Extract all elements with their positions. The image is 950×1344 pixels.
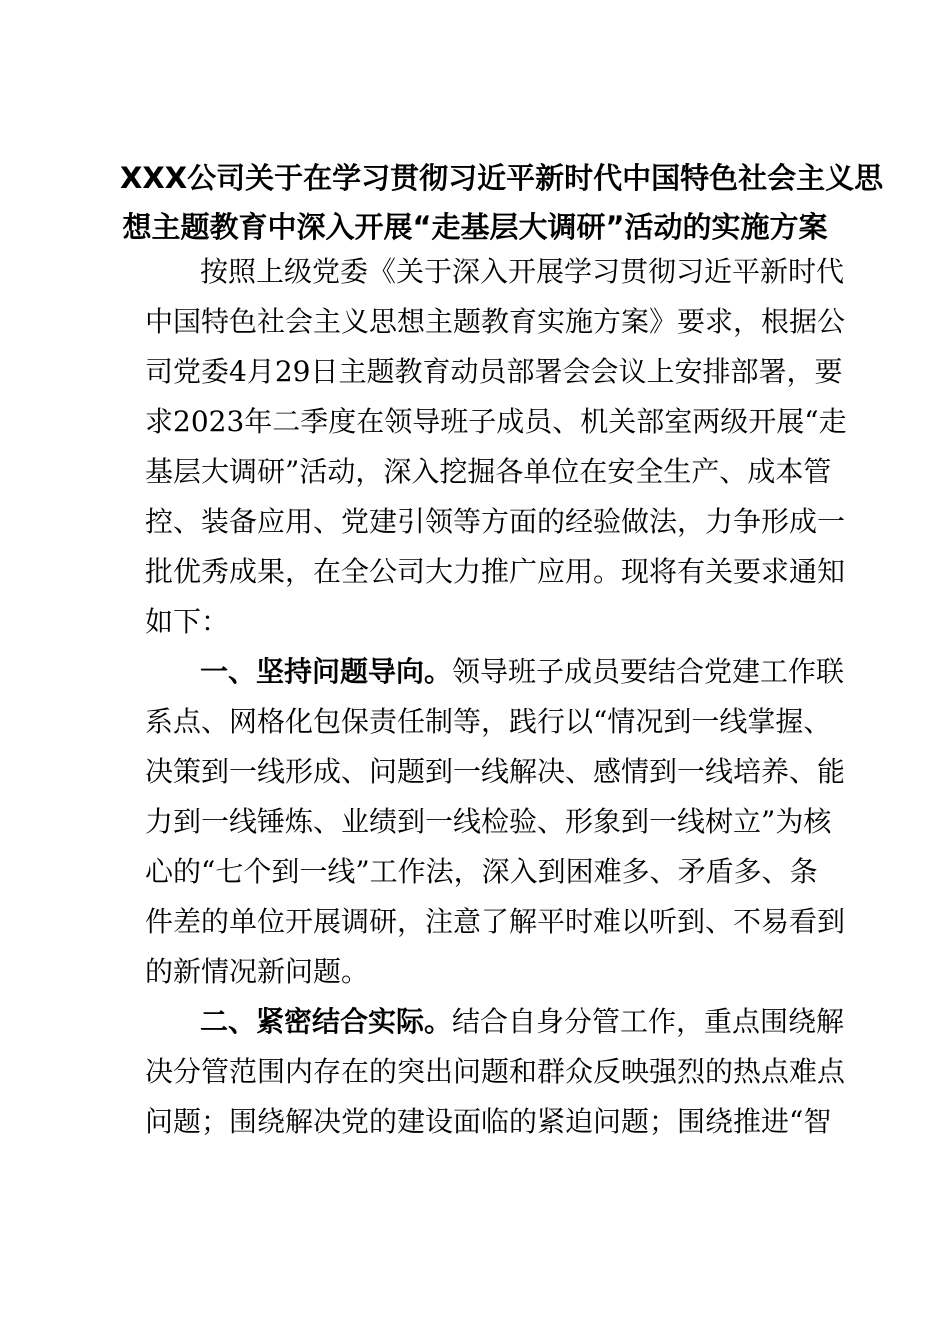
section-1-line-5: 心的“七个到一线”工作法，深入到困难多、矛盾多、条 <box>145 855 818 888</box>
intro-line-4: 求2023年二季度在领导班子成员、机关部室两级开展“走 <box>145 405 847 438</box>
intro-line-7: 批优秀成果，在全公司大力推广应用。现将有关要求通知 <box>145 555 846 588</box>
section-2-heading: 二、紧密结合实际。 <box>200 1005 453 1038</box>
intro-line-6: 控、装备应用、党建引领等方面的经验做法，力争形成一 <box>145 505 846 538</box>
section-2-line-3: 问题；围绕解决党的建设面临的紧迫问题；围绕推进“智 <box>145 1105 832 1138</box>
intro-line-2: 中国特色社会主义思想主题教育实施方案》要求，根据公 <box>145 305 846 338</box>
section-1-line-7: 的新情况新问题。 <box>145 955 370 988</box>
intro-line-8: 如下： <box>145 605 230 638</box>
document-title-line-2: 想主题教育中深入开展“走基层大调研”活动的实施方案 <box>122 210 828 244</box>
section-1-line-2: 系点、网格化包保责任制等，践行以“情况到一线掌握、 <box>145 705 832 738</box>
intro-line-5: 基层大调研”活动，深入挖掘各单位在安全生产、成本管 <box>145 455 832 488</box>
intro-line-3: 司党委4月29日主题教育动员部署会会议上安排部署，要 <box>145 355 843 388</box>
section-1-first-line <box>200 652 845 692</box>
section-1-line-3: 决策到一线形成、问题到一线解决、感情到一线培养、能 <box>145 755 846 788</box>
section-1-line-4: 力到一线锤炼、业绩到一线检验、形象到一线树立”为核 <box>145 805 832 838</box>
section-2-line-2: 决分管范围内存在的突出问题和群众反映强烈的热点难点 <box>145 1055 846 1088</box>
intro-line-1: 按照上级党委《关于深入开展学习贯彻习近平新时代 <box>200 255 845 288</box>
section-2-first-line-text: 结合自身分管工作，重点围绕解 <box>452 1005 845 1038</box>
section-1-first-line-text: 领导班子成员要结合党建工作联 <box>452 655 845 688</box>
document-title-line-1: XXX公司关于在学习贯彻习近平新时代中国特色社会主义思 <box>120 161 884 195</box>
section-1-heading: 一、坚持问题导向。 <box>200 655 453 688</box>
section-1-line-6: 件差的单位开展调研，注意了解平时难以听到、不易看到 <box>145 905 846 938</box>
section-2-first-line <box>200 1002 845 1042</box>
